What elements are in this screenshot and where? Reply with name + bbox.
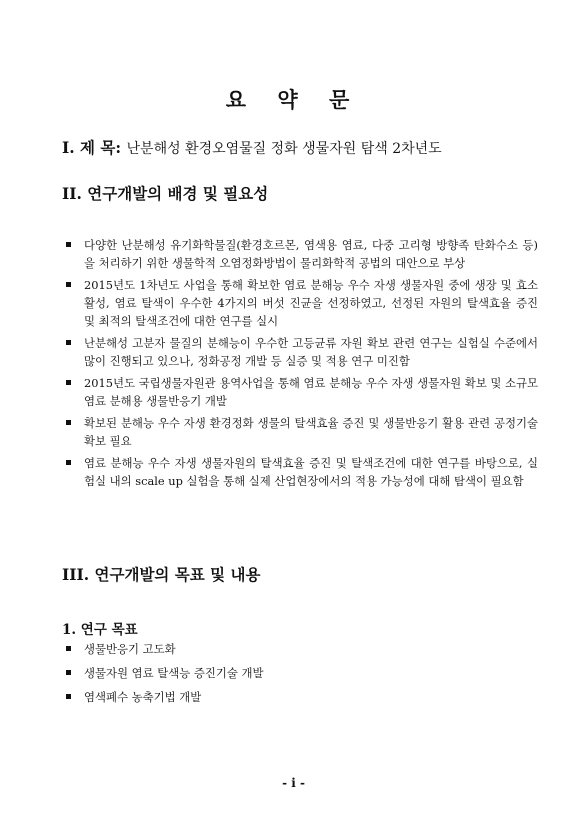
section-number-1: I. 제 목: xyxy=(62,138,122,157)
section3-goal-list xyxy=(62,640,538,712)
section-title-1 xyxy=(62,136,442,158)
list-item: 생물반응기 고도화 xyxy=(62,640,538,658)
list-item: 다양한 난분해성 유기화학물질(환경호르몬, 염색용 염료, 다중 고리형 방향족 탄화수소 등)을 처리하기 위한 생물학적 오염정화방법이 물리화학적 공법의 대안으로 부상 xyxy=(62,236,538,272)
square-bullet-icon xyxy=(66,242,71,247)
list-item: 생물자원 염료 탈색능 증진기술 개발 xyxy=(62,664,538,682)
list-item: 염료 분해능 우수 자생 생물자원의 탈색효율 증진 및 탈색조건에 대한 연구를 바탕으로, 실험실 내의 scale up 실험을 통해 실제 산업현장에서의 적용 가능성에 대해 탐색이 필요함 xyxy=(62,454,538,490)
list-item: 확보된 분해능 우수 자생 환경정화 생물의 탈색효율 증진 및 생물반응기 활용 관련 공정기술 확보 필요 xyxy=(62,414,538,450)
square-bullet-icon xyxy=(66,694,71,699)
section2-bullet-list xyxy=(62,236,538,494)
list-item: 염색폐수 농축기법 개발 xyxy=(62,688,538,706)
subsection-title-1: 1. 연구 목표 xyxy=(62,622,138,638)
square-bullet-icon xyxy=(66,420,71,425)
square-bullet-icon xyxy=(66,460,71,465)
square-bullet-icon xyxy=(66,282,71,287)
page-number: - i - xyxy=(282,776,305,790)
page-title: 요 약 문 xyxy=(225,87,362,112)
square-bullet-icon xyxy=(66,380,71,385)
list-item: 2015년도 국립생물자원관 용역사업을 통해 염료 분해능 우수 자생 생물자원 확보 및 소규모 염료 분해용 생물반응기 개발 xyxy=(62,374,538,410)
square-bullet-icon xyxy=(66,670,71,675)
list-item: 2015년도 1차년도 사업을 통해 확보한 염료 분해능 우수 자생 생물자원 중에 생장 및 효소 활성, 염료 탈색이 우수한 4가지의 버섯 진균을 선정하였고, 선정된 자원의 탈색효율 증진 및 최적의 탈색조건에 대한 연구를 실시 xyxy=(62,276,538,330)
section-title-2: II. 연구개발의 배경 및 필요성 xyxy=(62,184,269,203)
list-item: 난분해성 고분자 물질의 분해능이 우수한 고등균류 자원 확보 관련 연구는 실험실 수준에서 많이 진행되고 있으나, 정화공정 개발 등 실증 및 적용 연구 미진함 xyxy=(62,334,538,370)
section-title-3: III. 연구개발의 목표 및 내용 xyxy=(62,565,261,584)
section-title-text-1: 난분해성 환경오염물질 정화 생물자원 탐색 2차년도 xyxy=(126,141,442,157)
square-bullet-icon xyxy=(66,340,71,345)
square-bullet-icon xyxy=(66,646,71,651)
